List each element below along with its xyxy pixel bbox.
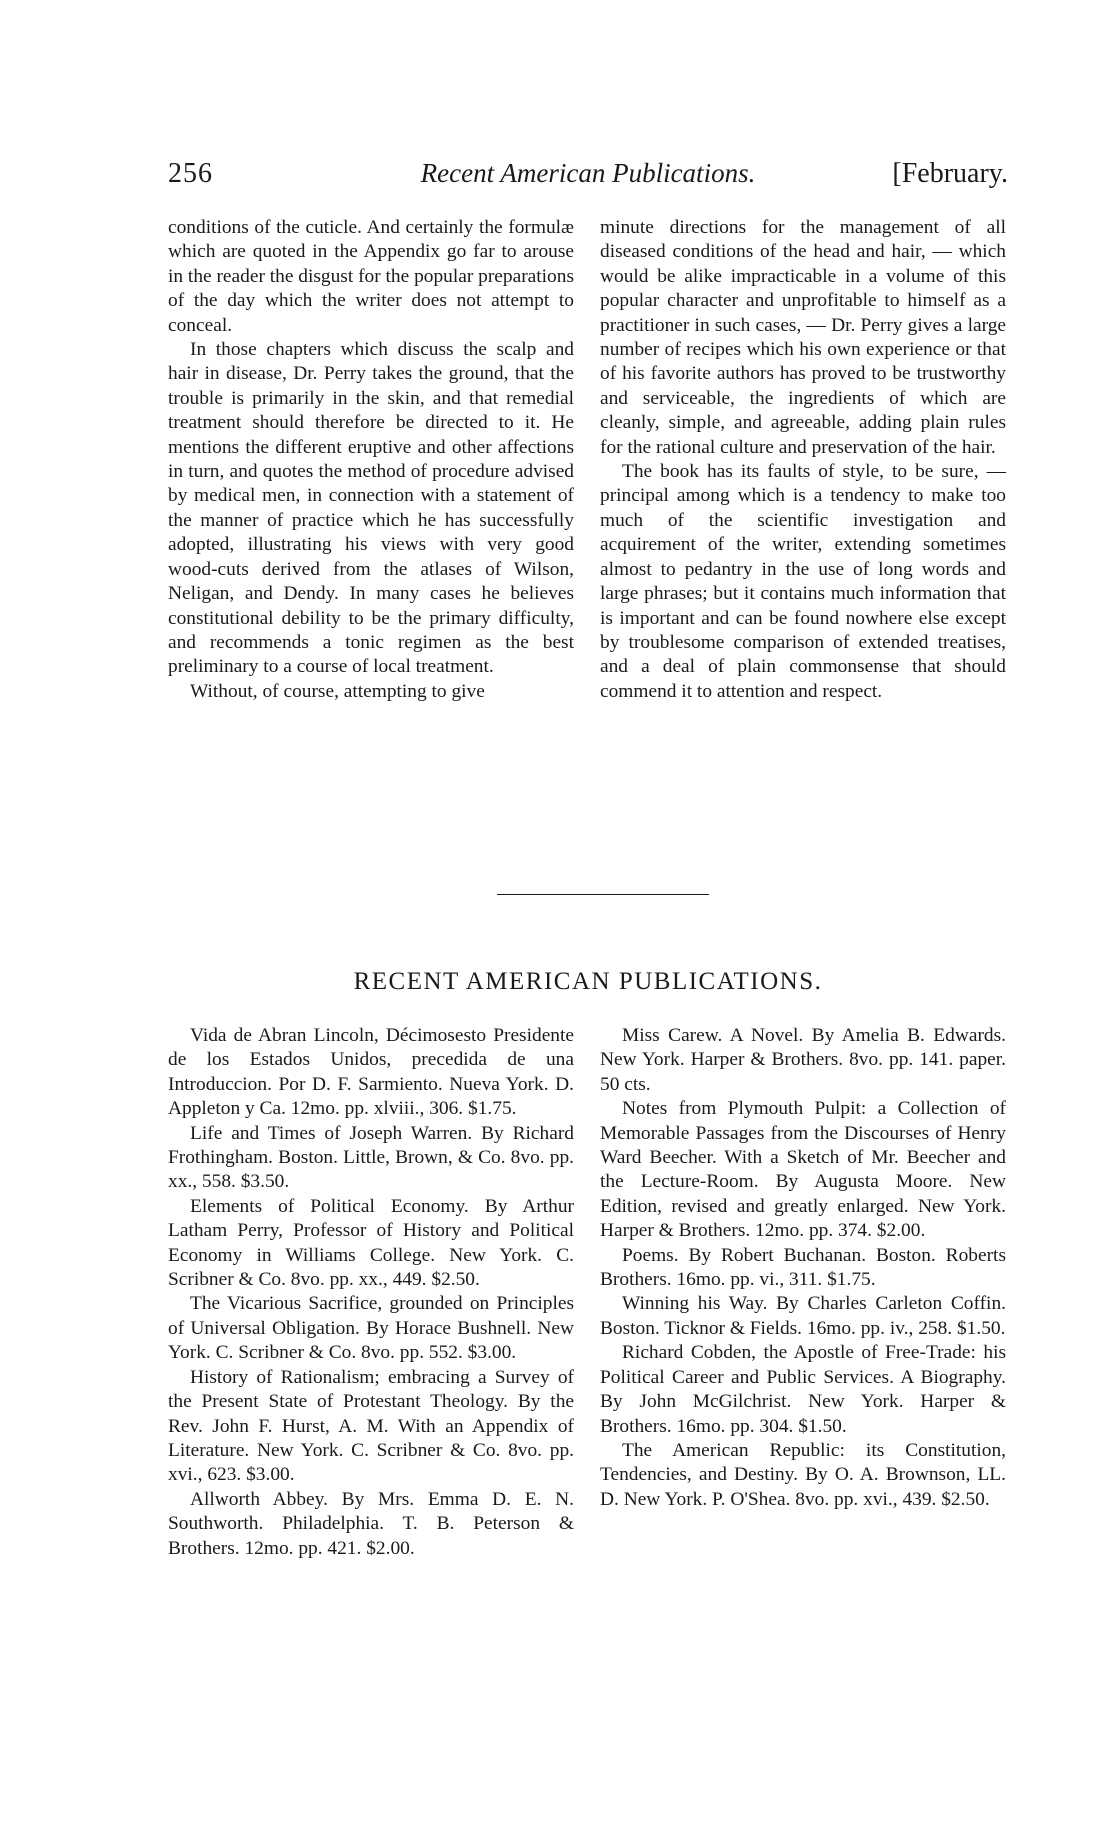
review-paragraph: conditions of the cuticle. And certainly the formulæ which are quoted in the Appendix go far to arouse in the reader the disgust for the popular preparations of the day which the writer does not attempt to conceal. xyxy=(168,217,574,336)
publication-entry: The American Republic: its Constitution, Tendencies, and Destiny. By O. A. Brownson, LL. D. New York. P. O'Shea. 8vo. pp. xvi., 439. $2.50. xyxy=(600,1439,1006,1510)
publication-entry: Poems. By Robert Buchanan. Boston. Roberts Brothers. 16mo. pp. vi., 311. $1.75. xyxy=(600,1244,1006,1291)
publication-entry: Miss Carew. A Novel. By Amelia B. Edwards. New York. Harper & Brothers. 8vo. pp. 141. paper. 50 cts. xyxy=(600,1025,1006,1095)
publication-entry: Richard Cobden, the Apostle of Free-Trade: his Political Career and Public Services. A Biography. By John McGilchrist. New York. Harper & Brothers. 16mo. pp. 304. $1.50. xyxy=(600,1342,1006,1437)
publications-left-column xyxy=(168,1024,574,1561)
review-paragraph: Without, of course, attempting to give xyxy=(190,680,485,702)
publication-entry: Elements of Political Economy. By Arthur Latham Perry, Professor of History and Political Economy in Williams College. New York. C. Scribner & Co. 8vo. pp. xx., 449. $2.50. xyxy=(168,1195,574,1291)
publication-entry: Notes from Plymouth Pulpit: a Collection of Memorable Passages from the Discourses of Henry Ward Beecher. With a Sketch of Mr. Beecher and the Lecture-Room. By Augusta Moore. New Edition, revised and greatly enlarged. New York. Harper & Brothers. 12mo. pp. 374. $2.00. xyxy=(600,1098,1006,1242)
publication-entry: Vida de Abran Lincoln, Décimosesto Presidente de los Estados Unidos, precedida de una Introduccion. Por D. F. Sarmiento. Nueva York. D. Appleton y Ca. 12mo. pp. xlviii., 306. $1.75. xyxy=(168,1025,574,1120)
running-head xyxy=(168,158,1008,198)
publication-entry: Allworth Abbey. By Mrs. Emma D. E. N. Southworth. Philadelphia. T. B. Peterson & Brothers. 12mo. pp. 421. $2.00. xyxy=(168,1488,574,1559)
publication-entry: The Vicarious Sacrifice, grounded on Principles of Universal Obligation. By Horace Bushnell. New York. C. Scribner & Co. 8vo. pp. 552. $3.00. xyxy=(168,1293,574,1364)
review-left-column xyxy=(168,216,574,704)
publication-entry: History of Rationalism; embracing a Survey of the Present State of Protestant Theology. By the Rev. John F. Hurst, A. M. With an Appendix of Literature. New York. C. Scribner & Co. 8vo. pp. xvi., 623. $3.00. xyxy=(168,1366,574,1486)
review-paragraph: minute directions for the management of all diseased conditions of the head and hair, — which would be alike impracticable in a volume of this popular character and unprofitable to himself as a practitioner in such cases, — Dr. Perry gives a large number of recipes which his own experience or that of his favorite authors has proved to be trustworthy and serviceable, the ingredients of which are cleanly, simple, and agreeable, adding plain rules for the rational culture and preservation of the hair. xyxy=(600,217,1006,458)
page-number: 256 xyxy=(168,158,213,189)
review-paragraph: The book has its faults of style, to be sure, — principal among which is a tendency to make too much of the scientific investigation and acquirement of the writer, extending sometimes almost to pedantry in the use of long words and large phrases; but it contains much information that is important and can be found nowhere else except by troublesome comparison of extended treatises, and a deal of plain commonsense that should commend it to attention and respect. xyxy=(600,461,1006,702)
review-paragraph: In those chapters which discuss the scalp and hair in disease, Dr. Perry takes the ground, that the trouble is primarily in the skin, and that remedial treatment should therefore be directed to it. He mentions the different eruptive and other affections in turn, and quotes the method of procedure advised by medical men, in connection with a statement of the manner of practice which he has successfully adopted, illustrating his views with very good wood-cuts derived from the atlases of Wilson, Neligan, and Dendy. In many cases he believes constitutional debility to be the primary difficulty, and recommends a tonic regimen as the best preliminary to a course of local treatment. xyxy=(168,339,574,678)
review-right-column xyxy=(600,216,1006,704)
publication-entry: Life and Times of Joseph Warren. By Richard Frothingham. Boston. Little, Brown, & Co. 8vo. pp. xx., 558. $3.50. xyxy=(168,1122,574,1193)
running-month: [February. xyxy=(892,158,1008,189)
publication-entry: Winning his Way. By Charles Carleton Coffin. Boston. Ticknor & Fields. 16mo. pp. iv., 258. $1.50. xyxy=(600,1293,1006,1339)
section-title: RECENT AMERICAN PUBLICATIONS. xyxy=(353,968,823,995)
section-divider xyxy=(497,894,709,895)
publications-right-column xyxy=(600,1024,1006,1512)
running-title: Recent American Publications. xyxy=(420,158,756,188)
